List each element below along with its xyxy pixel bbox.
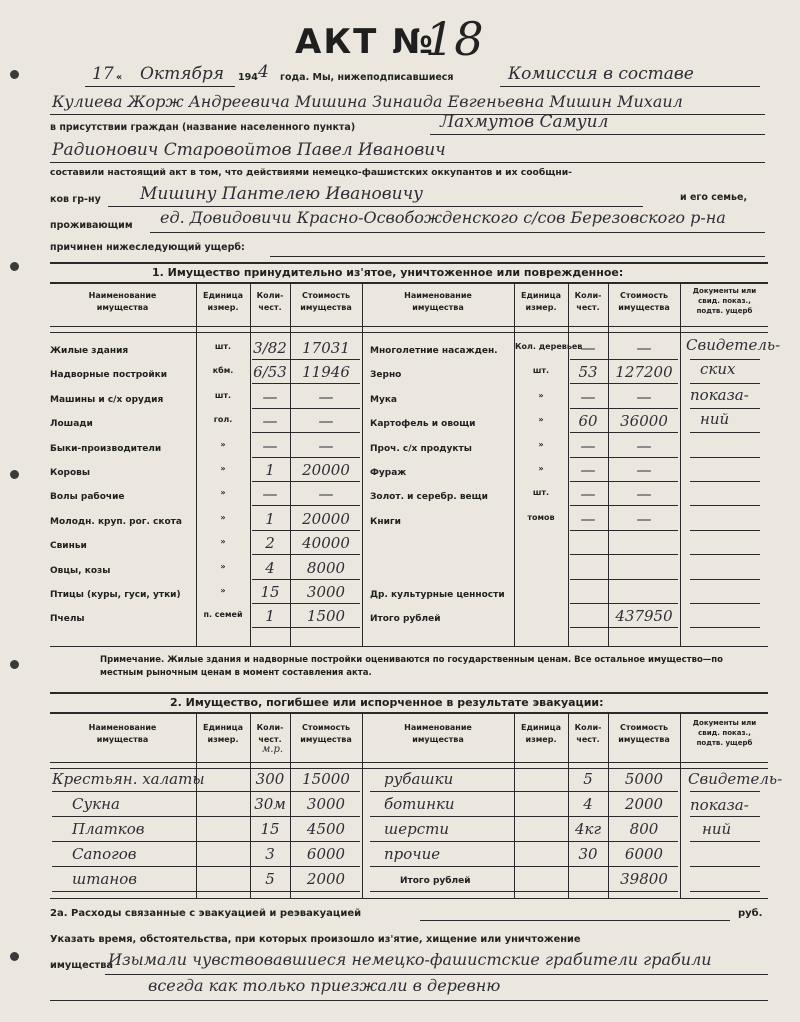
s1-row-rule-right [570, 408, 678, 409]
address: ед. Довидовичи Красно-Освобожденского с/сов Березовского р-на [160, 208, 726, 227]
s1-row-rule [252, 579, 360, 580]
s2-header-unit-right: Единица измер. [521, 723, 561, 744]
s1-row-qty: 15 [260, 583, 280, 601]
s1-row-unit-right: Кол. деревьев [515, 342, 583, 351]
s2-row-label: штанов [72, 870, 138, 888]
s1-row-unit-right: » [538, 439, 544, 449]
text-residing: проживающим [50, 220, 133, 231]
s2-total-label: Итого рублей [400, 876, 471, 886]
s1-row-qty: 2 [265, 534, 275, 553]
s1-row-rule [252, 530, 360, 531]
s2-row-rule-right [370, 866, 678, 867]
s1-row-unit-right: томов [527, 512, 555, 522]
s2-row-rule-right [370, 816, 678, 817]
s1-row-rule-right [570, 383, 678, 384]
s1-row-qty-right: — [580, 461, 596, 479]
text-year: года. Мы, нижеподписавшиеся [280, 72, 454, 83]
footer-instruction-1: Указать время, обстоятельства, при которых произошло из'ятие, хищение или уничтожение [50, 934, 581, 945]
s1-row-rule-right [570, 530, 678, 531]
s1-row-rule [252, 359, 360, 360]
s1-row-label-right: Картофель и овощи [370, 419, 476, 430]
s1-row-label-right: Фураж [370, 468, 407, 478]
s2-row-label: Крестьян. халаты [52, 770, 205, 788]
s1-header-qty-right: Коли- чест. [574, 291, 602, 312]
s2-docs-line-2: показа- [690, 796, 749, 814]
s2-row-rule [52, 816, 360, 817]
s2-row-cost-right: 800 [629, 820, 659, 838]
witness-line-1: Лахмутов Самуил [440, 112, 609, 132]
s1-row-label-right: Итого рублей [370, 614, 441, 625]
s1-row-unit: » [220, 439, 226, 449]
s1-row-qty-right: — [580, 436, 596, 455]
s1-row-cost: — [318, 412, 334, 431]
s1-header-unit: Единица измер. [203, 291, 243, 312]
s1-row-rule-right [570, 603, 678, 604]
s2-header-cost-right: Стоимость имущества [618, 723, 670, 744]
punch-hole [10, 70, 19, 79]
punch-hole [10, 660, 19, 669]
s2-row-label-right: ботинки [384, 795, 455, 813]
s1-row-cost-right: 127200 [615, 363, 673, 382]
witness-line-2: Радионович Старовойтов Павел Иванович [52, 140, 446, 160]
s2-header-qty: Коли- чест. [256, 723, 284, 744]
s2-docs-line-1: Свидетель- [688, 770, 783, 788]
s1-row-rule [252, 505, 360, 506]
s2-header-cost: Стоимость имущества [300, 723, 352, 744]
s1-header-docs: Документы или свид. показ., подтв. ущерб [692, 287, 757, 315]
s1-row-label: Птицы (куры, гуси, утки) [50, 590, 181, 600]
s1-header-unit-right: Единица измер. [521, 291, 561, 312]
s1-row-unit: кбм. [212, 366, 234, 376]
s2-docs-rule [690, 791, 760, 792]
punch-hole [10, 470, 19, 479]
text-citizen: ков гр-ну [50, 194, 101, 205]
s1-row-rule-right [570, 457, 678, 458]
s1-docs-line-1: Свидетель- [686, 336, 781, 354]
s1-row-label: Быки-производители [50, 443, 162, 454]
s2-header-qty-unit: м.р. [262, 744, 284, 755]
s1-row-cost-right: — [636, 485, 652, 504]
s1-row-label-right: Зерно [370, 370, 402, 381]
s1-row-rule-right [570, 505, 678, 506]
s1-docs-rule [690, 505, 760, 506]
section2-title: 2. Имущество, погибшее или испорченное в результате эвакуации: [170, 696, 604, 709]
section1-note: Примечание. Жилые здания и надворные постройки оцениваются по государственным ценам. Все остальное имущество—по местным рыночным ценам в момент составления акта. [100, 655, 724, 678]
s1-docs-rule [690, 457, 760, 458]
s2-row-qty-right: 4 [583, 795, 593, 813]
s1-row-label: Волы рабочие [50, 492, 125, 503]
s1-docs-rule [690, 579, 760, 580]
s1-row-label: Свиньи [50, 541, 87, 552]
s1-row-rule-right [570, 579, 678, 580]
s1-row-unit: шт. [214, 342, 232, 351]
year-suffix: 4 [258, 62, 269, 82]
s1-row-qty-right: — [580, 485, 596, 504]
s1-row-cost: 8000 [306, 558, 346, 577]
s1-row-cost: 17031 [302, 339, 350, 357]
s2-row-cost-right: 6000 [624, 845, 664, 863]
s1-row-cost-right: — [636, 387, 652, 406]
s1-header-qty: Коли- чест. [256, 291, 284, 312]
s1-row-label: Машины и с/х орудия [50, 394, 164, 405]
s2-row-label-right: прочие [384, 845, 441, 863]
footer-handwritten-1: Изымали чувствовавшиеся немецко-фашистские грабители грабили [108, 950, 712, 969]
s1-row-label-right: Книги [370, 516, 401, 527]
section1-title: 1. Имущество принудительно из'ятое, уничтоженное или поврежденное: [152, 266, 624, 279]
s2-header-unit: Единица измер. [203, 723, 243, 744]
act-title: АКТ № [295, 22, 436, 62]
text-presence: в присутствии граждан (название населенного пункта) [50, 122, 356, 133]
s1-docs-rule [690, 530, 760, 531]
s2-row-label: Платков [72, 820, 145, 838]
s1-row-rule [252, 383, 360, 384]
s1-docs-rule [690, 383, 760, 384]
s1-row-qty: — [262, 485, 278, 504]
s1-row-cost-right: — [636, 461, 652, 479]
s1-row-label: Надворные постройки [50, 370, 168, 381]
s1-row-qty: 4 [265, 558, 275, 577]
s2-row-cost: 2000 [306, 870, 346, 888]
s1-row-cost-right: — [636, 436, 652, 455]
s1-row-unit-right: шт. [532, 488, 550, 498]
s1-row-cost-right: — [636, 339, 652, 357]
s1-row-qty: 1 [265, 607, 275, 626]
s1-row-cost-right: 437950 [615, 607, 673, 626]
s2-docs-rule [690, 841, 760, 842]
s1-row-rule [252, 627, 360, 628]
s1-row-label: Лошади [50, 419, 93, 430]
s1-row-label-right: Мука [370, 394, 398, 405]
date-month: Октября [140, 64, 224, 84]
s1-row-cost: 3000 [306, 583, 346, 601]
s2-row-qty: 3 [265, 845, 275, 863]
s1-row-rule [252, 481, 360, 482]
s2-row-rule-right [370, 891, 678, 892]
footer-handwritten-2: всегда как только приезжали в деревню [148, 976, 501, 995]
s1-header-name-right: Наименование имущества [404, 291, 472, 312]
s1-row-unit: шт. [214, 390, 232, 400]
s2-row-cost: 6000 [306, 845, 346, 863]
s1-row-cost: 20000 [302, 509, 350, 528]
s2-docs-rule [690, 866, 760, 867]
text-family: и его семье, [680, 192, 748, 203]
s1-docs-rule [690, 432, 760, 433]
citizen-name: Мишину Пантелею Ивановичу [140, 184, 424, 204]
s1-row-cost: 40000 [302, 534, 350, 553]
s1-row-rule-right [570, 432, 678, 433]
s1-row-unit-right: » [538, 415, 544, 425]
s1-row-label: Жилые здания [50, 346, 129, 356]
s2-row-cost-right: 5000 [624, 770, 664, 788]
s1-row-rule [252, 554, 360, 555]
s2-row-cost-right: 2000 [624, 795, 664, 813]
footer-instruction-2: имущества [50, 960, 114, 971]
s2-row-label-right: рубашки [384, 770, 454, 788]
s2-docs-rule [690, 816, 760, 817]
s1-row-rule-right [570, 481, 678, 482]
s1-header-cost: Стоимость имущества [300, 291, 352, 312]
s1-row-rule-right [570, 359, 678, 360]
s1-row-cost-right: — [636, 509, 652, 528]
s2-row-cost: 15000 [302, 770, 350, 788]
s1-row-qty: — [262, 387, 278, 406]
s1-row-qty-right: 53 [578, 363, 598, 382]
s2-row-qty-right: 4кг [574, 820, 602, 838]
s2-header-qty-right: Коли- чест. [574, 723, 602, 744]
s1-docs-line-2: ских [700, 360, 736, 378]
s1-row-qty-right: — [580, 387, 596, 406]
s1-row-cost-right: 36000 [620, 412, 668, 431]
s1-row-unit: гол. [213, 415, 233, 425]
s2-docs-rule [690, 891, 760, 892]
punch-hole [10, 952, 19, 961]
s1-row-unit: » [220, 586, 226, 595]
s2-row-rule-right [370, 841, 678, 842]
s1-row-unit: » [220, 464, 226, 473]
s1-docs-rule [690, 408, 760, 409]
s1-row-unit: » [220, 561, 226, 571]
s1-row-label-right: Многолетние насажден. [370, 346, 498, 356]
s1-row-label: Молодн. круп. рог. скота [50, 516, 182, 527]
s1-row-qty: 6/53 [253, 363, 287, 382]
s1-row-label-right: Др. культурные ценности [370, 590, 505, 600]
s1-row-label-right: Золот. и серебр. вещи [370, 492, 488, 503]
document-page: АКТ № 18 17 « Октября 194 4 года. Мы, нижеподписавшиеся Комиссия в составе Кулиева Жорж Андреевича Мишина Зинаида Евгеньевна Мишин Михаил в присутствии граждан (название населенного пункта) Лахмутов Самуил Радионович Старовойтов Павел Иванович составили настоящий акт в том, что действиями немецко-фашистских оккупантов и их сообщни- ков гр-ну Мишину Пантелею Ивановичу и его семье, проживающим ед. Довидовичи Красно-Освобожденского с/сов Березовского р-на причинен нижеследующий ущерб: 1. Имущество принудительно из'ятое, уничтоженное или поврежденное: Наименование имущества Единица измер. Коли- чест. Стоимость имущества Наименование имущества Единица измер. Коли- чест. Стоимость имущества Документы или свид. показ., подтв. ущерб Жилые здания шт. 3/82 17031 Надворные постройки кбм. 6/53 11946 Машины и с/х орудия шт. — — Лошади гол. — — Быки-производители » — — Коровы » 1 20000 Волы рабочие » — — Молодн. круп. рог. скота » 1 20000 Свиньи » 2 40000 Овцы, козы » 4 8000 Птицы (куры, гуси, утки) » 15 3000 Пчелы п. семей 1 1500 Многолетние насажден. Кол. деревьев — — Зерно шт. 53 127200 Мука » — — Картофель и овощи » 60 36000 Проч. с/х продукты » — — Фураж » — — Золот. и серебр. вещи шт. — — Книги томов — — Др. культурные ценности Итого рублей 437950 Свидетель- ских показа- ний Примечание. Жилые здания и надворные постройки оцениваются по государственным ценам. Все остальное имущество—по местным рыночным ценам в момент составления акта. 2. Имущество, погибшее или испорченное в результате эвакуации: Наименование имущества Единица измер. Коли- чест. м.р. Стоимость имущества Наименование имущества Единица измер. Коли- чест. Стоимость имущества Документы или свид. показ., подтв. ущерб Крестьян. халаты 300 15000 Сукна 30м 3000 Платков 15 4500 Сапогов 3 6000 штанов 5 2000 рубашки 5 5000 ботинки 4 2000 шерсти 4кг 800 прочие 30 6000 Итого рублей 39800 Свидетель- показа- ний 2а. Расходы связанные с эвакуацией и реэвакуацией руб. Указать время, обстоятельства, при которых произошло из'ятие, хищение или уничтожение имущества Изымали чувствовавшиеся немецко-фашистские грабители грабили всегда как только приезжали в деревню [0, 0, 800, 1022]
s2-header-name-right: Наименование имущества [404, 723, 472, 744]
s2-row-cost-right: 39800 [620, 870, 668, 888]
s1-row-qty: 1 [265, 509, 275, 528]
s2-row-qty-right: 5 [583, 770, 593, 788]
s1-row-rule [252, 603, 360, 604]
s1-row-unit-right: » [538, 390, 544, 400]
signers-line-2: Кулиева Жорж Андреевича Мишина Зинаида Евгеньевна Мишин Михаил [52, 92, 683, 111]
s1-row-rule [252, 408, 360, 409]
s1-row-qty: — [262, 436, 278, 455]
section2a-text: 2а. Расходы связанные с эвакуацией и реэвакуацией [50, 908, 362, 919]
s2-row-label: Сапогов [72, 845, 137, 863]
s1-row-qty-right: — [580, 339, 596, 357]
s1-row-cost: 20000 [302, 461, 350, 479]
s1-header-cost-right: Стоимость имущества [618, 291, 670, 312]
s2-row-label: Сукна [72, 795, 120, 813]
s1-row-rule [252, 457, 360, 458]
s1-row-cost: 11946 [302, 363, 350, 382]
s2-row-rule [52, 866, 360, 867]
s2-row-rule-right [370, 791, 678, 792]
s1-header-name: Наименование имущества [88, 291, 157, 312]
s1-docs-line-3: показа- [690, 386, 749, 404]
punch-hole [10, 262, 19, 271]
s2-row-qty: 30м [254, 795, 286, 813]
s1-row-qty-right: 60 [578, 412, 598, 431]
s1-row-cost: — [318, 387, 334, 406]
s1-row-rule-right [570, 627, 678, 628]
s1-row-label: Коровы [50, 468, 90, 478]
s1-row-cost: — [318, 485, 334, 504]
year-prefix: 194 [238, 72, 258, 83]
act-number: 18 [425, 12, 484, 66]
s2-header-name: Наименование имущества [88, 723, 157, 744]
s1-row-rule [252, 432, 360, 433]
signers-line-1: Комиссия в составе [508, 64, 694, 84]
s1-row-label-right: Проч. с/х продукты [370, 443, 472, 454]
s1-row-qty: — [262, 412, 278, 431]
s1-row-unit-right: » [538, 464, 544, 473]
s1-row-qty: 1 [265, 461, 275, 479]
s1-row-unit: » [220, 537, 226, 547]
s2-row-rule [52, 791, 360, 792]
s1-docs-rule [690, 554, 760, 555]
s2-header-docs: Документы или свид. показ., подтв. ущерб [692, 719, 757, 747]
s1-row-rule-right [570, 554, 678, 555]
s1-docs-rule [690, 603, 760, 604]
s2-row-qty: 300 [255, 770, 285, 788]
s1-docs-rule [690, 627, 760, 628]
s2-docs-line-3: ний [702, 820, 732, 838]
text-damage: причинен нижеследующий ущерб: [50, 242, 245, 253]
s2-row-rule [52, 841, 360, 842]
s2-row-cost: 3000 [306, 795, 346, 813]
s1-row-unit: » [220, 488, 226, 498]
s1-row-label: Овцы, козы [50, 565, 111, 576]
s2-row-qty-right: 30 [578, 845, 598, 863]
s1-docs-line-4: ний [700, 410, 730, 428]
s1-docs-rule [690, 481, 760, 482]
s1-row-unit: п. семей [203, 610, 243, 620]
s2-row-qty: 15 [260, 820, 280, 838]
s2-row-label-right: шерсти [384, 820, 449, 838]
s1-row-qty: 3/82 [253, 339, 287, 357]
s1-row-cost: — [318, 436, 334, 455]
s1-row-qty-right: — [580, 509, 596, 528]
s2-row-rule [52, 891, 360, 892]
text-compiled: составили настоящий акт в том, что действиями немецко-фашистских оккупантов и их сообщни- [50, 167, 572, 178]
s1-row-label: Пчелы [50, 614, 85, 625]
s1-row-unit: » [220, 512, 226, 522]
s2-row-cost: 4500 [306, 820, 346, 838]
date-day: 17 [92, 64, 114, 84]
s1-row-unit-right: шт. [532, 366, 550, 376]
s2-row-qty: 5 [265, 870, 275, 888]
section2a-currency: руб. [738, 908, 763, 919]
s1-row-cost: 1500 [306, 607, 346, 626]
